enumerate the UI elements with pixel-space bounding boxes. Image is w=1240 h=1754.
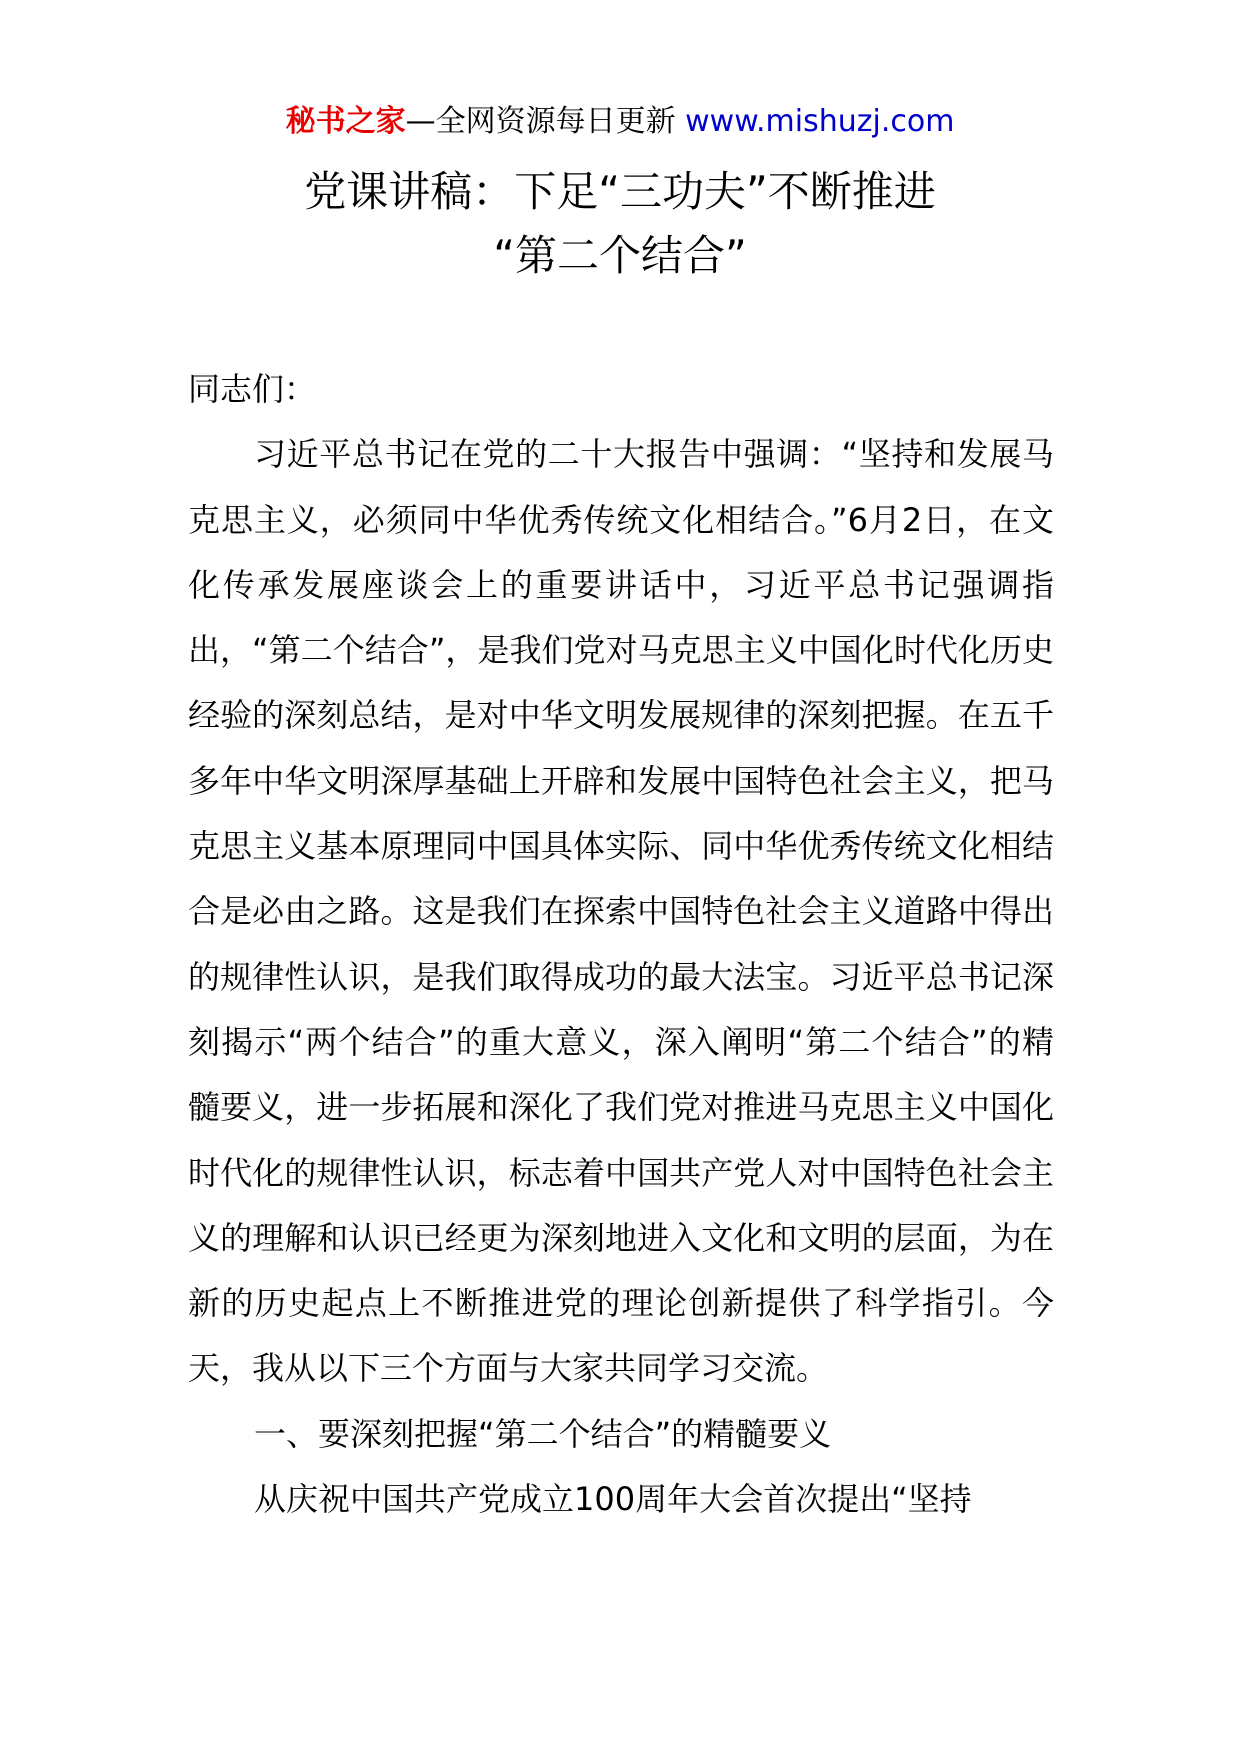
site-tagline: —全网资源每日更新 xyxy=(405,104,686,139)
site-header xyxy=(0,100,1240,144)
title-line-2: “第二个结合” xyxy=(493,231,747,280)
title-line-1: 党课讲稿：下足“三功夫”不断推进 xyxy=(304,167,936,216)
paragraph-intro: 习近平总书记在党的二十大报告中强调：“坚持和发展马克思主义，必须同中华优秀传统文化相结合。”6月2日，在文化传承发展座谈会上的重要讲话中，习近平总书记强调指出，“第二个结合”，是我们党对马克思主义中国化时代化历史经验的深刻总结，是对中华文明发展规律的深刻把握。在五千多年中华文明深厚基础上开辟和发展中国特色社会主义，把马克思主义基本原理同中国具体实际、同中华优秀传统文化相结合是必由之路。这是我们在探索中国特色社会主义道路中得出的规律性认识，是我们取得成功的最大法宝。习近平总书记深刻揭示“两个结合”的重大意义，深入阐明“第二个结合”的精髓要义，进一步拓展和深化了我们党对推进马克思主义中国化时代化的规律性认识，标志着中国共产党人对中国特色社会主义的理解和认识已经更为深刻地进入文化和文明的层面，为在新的历史起点上不断推进党的理论创新提供了科学指引。今天，我从以下三个方面与大家共同学习交流。 xyxy=(188,435,1054,1388)
document-title xyxy=(0,160,1240,288)
site-brand: 秘书之家 xyxy=(285,104,406,139)
section-heading-1: 一、要深刻把握“第二个结合”的精髓要义 xyxy=(254,1414,832,1453)
document-body xyxy=(188,357,1054,1532)
paragraph-section-1: 从庆祝中国共产党成立100周年大会首次提出“坚持 xyxy=(254,1480,972,1519)
greeting: 同志们： xyxy=(188,370,317,408)
site-url[interactable]: www.mishuzj.com xyxy=(685,104,955,139)
